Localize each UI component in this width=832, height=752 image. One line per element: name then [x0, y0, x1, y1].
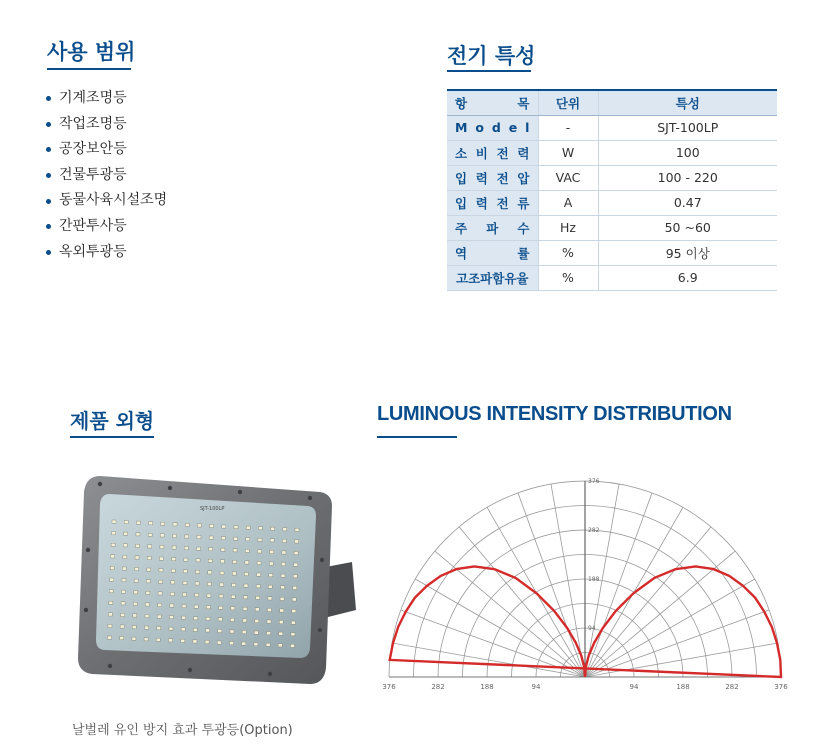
spec-row-value: 6.9 — [598, 265, 777, 290]
led-chip — [244, 584, 248, 587]
led-chip — [206, 629, 210, 632]
spec-row-label-char: 력 — [475, 195, 488, 211]
led-chip — [222, 525, 226, 528]
spec-row-label-char: l — [525, 120, 530, 135]
usage-list-item — [46, 188, 167, 214]
led-chip — [112, 520, 116, 523]
led-chip — [271, 527, 275, 530]
led-chip — [232, 572, 236, 575]
led-chip — [257, 561, 261, 564]
led-chip — [194, 605, 198, 608]
led-chip — [111, 543, 115, 546]
led-chip — [258, 527, 262, 530]
led-chip — [294, 551, 298, 554]
spec-table-header-row — [447, 90, 777, 115]
spec-table-row — [447, 115, 777, 140]
led-chip — [173, 534, 177, 537]
led-chip — [208, 559, 212, 562]
product-shape-title: 제품 외형 — [70, 409, 155, 433]
spec-row-label-char: 역 — [455, 245, 468, 261]
spec-row-label-char: d — [491, 120, 501, 135]
led-chip — [279, 621, 283, 624]
led-chip — [246, 526, 250, 529]
product-shape-title-underline — [70, 436, 154, 438]
usage-list-item — [46, 240, 167, 266]
product-caption: 날벌레 유인 방지 효과 투광등(Option) — [72, 723, 293, 738]
led-chip — [123, 544, 127, 547]
usage-list-item — [46, 214, 167, 240]
luminous-title: LUMINOUS INTENSITY DISTRIBUTION — [377, 403, 732, 425]
spec-row-value: 0.47 — [598, 190, 777, 215]
led-chip — [173, 523, 177, 526]
axis-tick-label: 282 — [725, 683, 739, 691]
spec-row-label — [447, 140, 538, 165]
spec-title: 전기 특성 — [447, 44, 536, 68]
radial-tick-label: 282 — [588, 527, 600, 534]
led-chip — [170, 592, 174, 595]
led-chip — [291, 633, 295, 636]
led-chip — [266, 643, 270, 646]
radial-tick-label: 94 — [588, 625, 596, 632]
led-chip — [123, 555, 127, 558]
led-chip — [278, 644, 282, 647]
led-chip — [243, 619, 247, 622]
led-chip — [169, 627, 173, 630]
screw — [318, 628, 322, 632]
led-chip — [195, 582, 199, 585]
led-chip — [210, 524, 214, 527]
led-chip — [171, 569, 175, 572]
led-chip — [136, 521, 140, 524]
usage-title: 사용 범위 — [47, 40, 136, 64]
led-chip — [148, 533, 152, 536]
led-chip — [234, 526, 238, 529]
led-chip — [136, 544, 140, 547]
axis-tick-label: 188 — [676, 683, 690, 691]
screw — [98, 482, 102, 486]
screw — [188, 668, 192, 672]
led-chip — [121, 602, 125, 605]
led-chip — [146, 591, 150, 594]
bullet-icon — [46, 250, 51, 255]
spec-row-label-char: 주 — [455, 220, 468, 236]
led-chip — [206, 617, 210, 620]
led-chip — [243, 607, 247, 610]
spec-row-unit: Hz — [538, 215, 598, 240]
led-chip — [220, 571, 224, 574]
led-chip — [269, 562, 273, 565]
led-chip — [136, 533, 140, 536]
led-chip — [244, 572, 248, 575]
usage-list-item — [46, 86, 167, 112]
spec-row-unit: - — [538, 115, 598, 140]
led-chip — [218, 629, 222, 632]
led-chip — [281, 574, 285, 577]
led-chip — [133, 602, 137, 605]
spec-row-label-char: 비 — [475, 145, 488, 161]
led-chip — [232, 584, 236, 587]
led-chip — [183, 581, 187, 584]
led-chip — [219, 595, 223, 598]
led-chip — [193, 628, 197, 631]
axis-tick-label: 376 — [382, 683, 396, 691]
spec-row-label-char: 력 — [517, 145, 530, 161]
led-chip — [207, 582, 211, 585]
led-chip — [256, 585, 260, 588]
led-chip — [269, 574, 273, 577]
led-chip — [242, 630, 246, 633]
usage-list-item — [46, 163, 167, 189]
spec-row-label-char: e — [508, 120, 518, 135]
led-chip — [169, 616, 173, 619]
led-chip — [181, 628, 185, 631]
led-chip — [218, 618, 222, 621]
led-chip — [197, 524, 201, 527]
spec-row-label-char: M — [455, 120, 468, 135]
screw — [168, 486, 172, 490]
led-chip — [110, 578, 114, 581]
axis-tick-label: 94 — [531, 683, 541, 691]
led-chip — [124, 532, 128, 535]
led-chip — [209, 536, 213, 539]
usage-item-label: 건물투광등 — [59, 166, 127, 183]
screw — [238, 490, 242, 494]
led-chip — [256, 596, 260, 599]
usage-item-label: 간판투사등 — [59, 217, 127, 234]
led-chip — [205, 640, 209, 643]
led-chip — [245, 561, 249, 564]
usage-item-label: 동물사육시설조명 — [59, 192, 168, 209]
led-chip — [245, 549, 249, 552]
led-chip — [246, 538, 250, 541]
led-chip — [270, 550, 274, 553]
led-chip — [282, 551, 286, 554]
spec-header-unit: 단위 — [538, 90, 598, 115]
led-chip — [182, 605, 186, 608]
spec-row-value: 100 - 220 — [598, 165, 777, 190]
spec-table-body — [447, 115, 777, 290]
spec-table-row — [447, 265, 777, 290]
led-chip — [120, 637, 124, 640]
luminous-polar-chart — [380, 478, 790, 696]
led-chip — [258, 538, 262, 541]
radial-tick-label: 376 — [588, 478, 600, 485]
led-chip — [108, 636, 112, 639]
led-chip — [217, 641, 221, 644]
led-chip — [170, 604, 174, 607]
screw — [320, 558, 324, 562]
screw — [84, 608, 88, 612]
led-chip — [219, 606, 223, 609]
spec-row-label-char: 력 — [475, 170, 488, 186]
luminous-title-underline — [377, 436, 457, 438]
led-chip — [158, 592, 162, 595]
spec-row-unit: W — [538, 140, 598, 165]
led-chip — [159, 569, 163, 572]
led-chip — [120, 625, 124, 628]
axis-tick-label: 282 — [431, 683, 445, 691]
led-chip — [233, 549, 237, 552]
led-chip — [185, 523, 189, 526]
led-chip — [171, 581, 175, 584]
spec-row-label — [447, 115, 538, 140]
led-chip — [281, 563, 285, 566]
led-chip — [122, 567, 126, 570]
led-chip — [230, 630, 234, 633]
usage-title-underline — [47, 68, 131, 70]
led-chip — [291, 621, 295, 624]
led-chip — [282, 539, 286, 542]
spec-table-row — [447, 190, 777, 215]
spec-row-label — [447, 190, 538, 215]
usage-list-item — [46, 112, 167, 138]
usage-item-label: 기계조명등 — [59, 90, 127, 106]
led-chip — [257, 573, 261, 576]
screw — [268, 672, 272, 676]
spec-table-row — [447, 165, 777, 190]
led-chip — [159, 557, 163, 560]
led-chip — [144, 638, 148, 641]
led-chip — [108, 624, 112, 627]
bullet-icon — [46, 122, 51, 127]
spec-row-label-char: 소 — [455, 145, 468, 161]
led-chip — [268, 585, 272, 588]
spec-row-label-char: 전 — [496, 195, 509, 211]
led-chip — [122, 579, 126, 582]
led-chip — [254, 631, 258, 634]
spec-table-row — [447, 215, 777, 240]
led-chip — [109, 590, 113, 593]
led-chip — [147, 568, 151, 571]
led-chip — [254, 643, 258, 646]
led-chip — [132, 637, 136, 640]
led-chip — [183, 593, 187, 596]
led-chip — [132, 626, 136, 629]
led-chip — [111, 555, 115, 558]
led-chip — [242, 642, 246, 645]
led-chip — [295, 528, 299, 531]
led-chip — [220, 583, 224, 586]
axis-tick-label: 376 — [774, 683, 788, 691]
spec-row-unit: % — [538, 265, 598, 290]
led-chip — [244, 596, 248, 599]
led-chip — [145, 603, 149, 606]
led-chip — [124, 521, 128, 524]
led-chip — [145, 614, 149, 617]
spec-title-underline — [447, 70, 531, 72]
led-chip — [209, 548, 213, 551]
led-chip — [182, 616, 186, 619]
led-chip — [292, 598, 296, 601]
spec-row-value: 95 이상 — [598, 240, 777, 265]
led-chip — [110, 566, 114, 569]
led-chip — [267, 608, 271, 611]
led-chip — [194, 617, 198, 620]
axis-tick-label: 94 — [629, 683, 639, 691]
led-chip — [161, 522, 165, 525]
spec-header-item — [447, 90, 538, 115]
spec-row-label-char: 전 — [496, 145, 509, 161]
led-chip — [231, 595, 235, 598]
led-chip — [195, 593, 199, 596]
screw — [86, 548, 90, 552]
spec-row-label-char: 률 — [517, 245, 530, 261]
led-chip — [146, 580, 150, 583]
led-chip — [293, 586, 297, 589]
spec-row-label-char: 고조파함유율 — [456, 270, 529, 286]
led-chip — [258, 550, 262, 553]
led-chip — [149, 522, 153, 525]
led-chip — [121, 613, 125, 616]
floodlight-product-image — [70, 470, 360, 696]
led-chip — [196, 570, 200, 573]
board-label: SJT-100LP — [200, 506, 225, 512]
spec-row-unit: % — [538, 240, 598, 265]
led-chip — [293, 575, 297, 578]
spec-row-label-char: 파 — [486, 220, 499, 236]
usage-list-item — [46, 137, 167, 163]
spec-table-row — [447, 240, 777, 265]
led-chip — [134, 579, 138, 582]
led-chip — [108, 613, 112, 616]
led-chip — [208, 571, 212, 574]
usage-item-label: 옥외투광등 — [59, 243, 127, 260]
usage-list — [46, 86, 167, 265]
spec-row-label-char: 전 — [496, 170, 509, 186]
led-chip — [234, 537, 238, 540]
led-chip — [135, 556, 139, 559]
led-chip — [207, 594, 211, 597]
led-chip — [185, 535, 189, 538]
spec-row-label-char: 압 — [517, 170, 530, 186]
led-chip — [109, 601, 113, 604]
spec-row-label-char: 류 — [517, 195, 530, 211]
led-chip — [294, 563, 298, 566]
led-chip — [160, 534, 164, 537]
led-chip — [184, 547, 188, 550]
bullet-icon — [46, 96, 51, 101]
led-chip — [268, 597, 272, 600]
led-chip — [184, 558, 188, 561]
led-chip — [145, 626, 149, 629]
led-chip — [255, 619, 259, 622]
spec-row-value: SJT-100LP — [598, 115, 777, 140]
led-chip — [135, 568, 139, 571]
led-chip — [112, 532, 116, 535]
bullet-icon — [46, 173, 51, 178]
bullet-icon — [46, 224, 51, 229]
led-chip — [158, 603, 162, 606]
led-chip — [220, 560, 224, 563]
axis-tick-label: 188 — [480, 683, 494, 691]
led-chip — [160, 545, 164, 548]
led-chip — [280, 609, 284, 612]
spec-row-label-char: 입 — [455, 195, 468, 211]
spec-row-unit: VAC — [538, 165, 598, 190]
led-chip — [270, 539, 274, 542]
led-chip — [267, 632, 271, 635]
bullet-icon — [46, 199, 51, 204]
led-chip — [295, 540, 299, 543]
spec-row-value: 100 — [598, 140, 777, 165]
led-chip — [169, 639, 173, 642]
led-chip — [196, 559, 200, 562]
led-chip — [159, 580, 163, 583]
led-chip — [283, 528, 287, 531]
led-chip — [230, 618, 234, 621]
spec-row-label-char: 수 — [517, 220, 530, 236]
spec-header-value: 특성 — [598, 90, 777, 115]
usage-item-label: 작업조명등 — [59, 115, 127, 132]
usage-item-label: 공장보안등 — [59, 141, 127, 158]
spec-table-row — [447, 140, 777, 165]
led-chip — [197, 535, 201, 538]
led-chip — [221, 548, 225, 551]
led-chip — [206, 606, 210, 609]
led-chip — [267, 620, 271, 623]
led-chip — [193, 640, 197, 643]
bullet-icon — [46, 147, 51, 152]
led-chip — [183, 570, 187, 573]
led-chip — [281, 586, 285, 589]
led-chip — [156, 638, 160, 641]
led-chip — [292, 609, 296, 612]
led-chip — [291, 644, 295, 647]
led-chip — [172, 558, 176, 561]
led-chip — [133, 614, 137, 617]
spec-header-item-char: 항 — [455, 95, 468, 111]
led-chip — [172, 546, 176, 549]
led-chip — [122, 590, 126, 593]
spec-row-label — [447, 240, 538, 265]
led-chip — [147, 556, 151, 559]
led-chip — [221, 537, 225, 540]
led-chip — [157, 627, 161, 630]
spec-row-label-char: 입 — [455, 170, 468, 186]
polar-grid — [389, 481, 781, 677]
screw — [308, 496, 312, 500]
spec-row-label-char: o — [475, 120, 484, 135]
spec-row-label — [447, 215, 538, 240]
screw — [108, 664, 112, 668]
led-chip — [280, 597, 284, 600]
led-chip — [181, 639, 185, 642]
spec-row-value: 50 ~60 — [598, 215, 777, 240]
led-chip — [157, 615, 161, 618]
led-chip — [279, 632, 283, 635]
led-chip — [230, 642, 234, 645]
spec-row-unit: A — [538, 190, 598, 215]
spec-table — [447, 89, 777, 291]
led-chip — [255, 608, 259, 611]
spec-row-label — [447, 165, 538, 190]
led-chip — [197, 547, 201, 550]
spec-row-label — [447, 265, 538, 290]
led-chip — [231, 607, 235, 610]
spec-header-item-char: 목 — [517, 95, 530, 111]
led-chip — [134, 591, 138, 594]
led-chip — [148, 545, 152, 548]
led-chip — [233, 560, 237, 563]
radial-tick-label: 188 — [588, 576, 600, 583]
